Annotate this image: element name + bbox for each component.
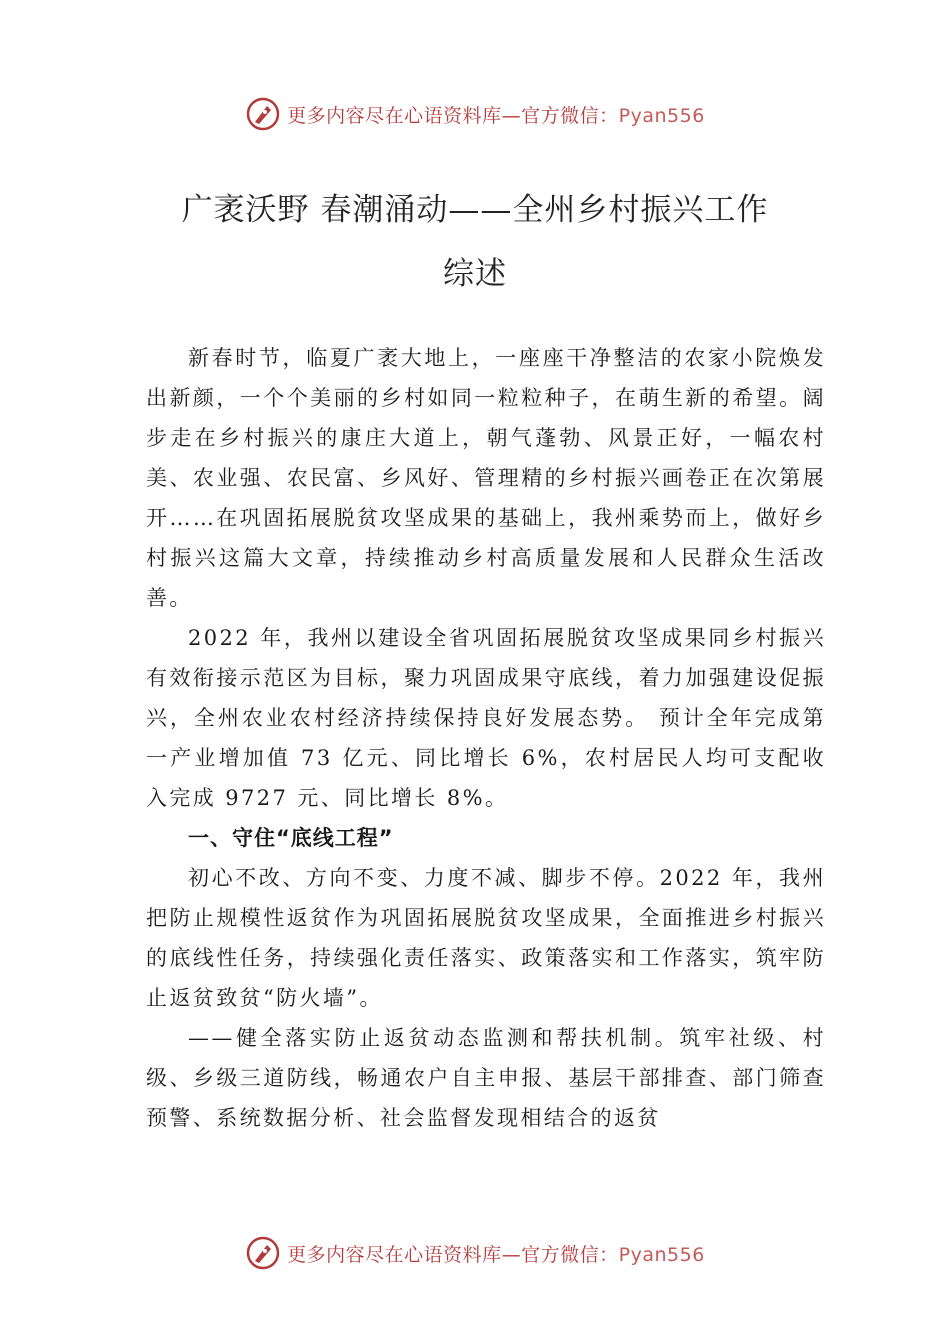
watermark-text: 更多内容尽在心语资料库—官方微信：Pyan556 — [287, 104, 705, 127]
wechat-id: Pyan556 — [618, 104, 705, 127]
title-line-2: 综述 — [443, 256, 507, 292]
pen-nib-logo-icon — [245, 1235, 281, 1271]
section-paragraph: 初心不改、方向不变、力度不减、脚步不停。2022 年，我州把防止规模性返贫作为巩固拓展脱贫攻坚成果，全面推进乡村振兴的底线性任务，持续强化责任落实、政策落实和工作落实，筑牢防止返贫致贫“防火墙”。 — [146, 866, 826, 1010]
title-line-1: 广袤沃野 春潮涌动——全州乡村振兴工作 — [181, 192, 769, 228]
document-body — [146, 338, 826, 1138]
section-heading: 一、守住“底线工程” — [188, 826, 394, 850]
paragraph-intro: 新春时节，临夏广袤大地上，一座座干净整洁的农家小院焕发出新颜，一个个美丽的乡村如同一粒粒种子，在萌生新的希望。阔步走在乡村振兴的康庄大道上，朝气蓬勃、风景正好，一幅农村美、农业强、农民富、乡风好、管理精的乡村振兴画卷正在次第展开……在巩固拓展脱贫攻坚成果的基础上，我州乘势而上，做好乡村振兴这篇大文章，持续推动乡村高质量发展和人民群众生活改善。 — [146, 346, 826, 610]
watermark-banner-bottom — [0, 1233, 950, 1273]
watermark-text: 更多内容尽在心语资料库—官方微信：Pyan556 — [287, 1243, 705, 1266]
paragraph-2022: 2022 年，我州以建设全省巩固拓展脱贫攻坚成果同乡村振兴有效衔接示范区为目标，聚力巩固成果守底线，着力加强建设促振兴，全州农业农村经济持续保持良好发展态势。 预计全年完成第一产业增加值 73 亿元、同比增长 6%，农村居民人均可支配收入完成 9727 元、同比增长 8%。 — [146, 626, 826, 810]
wechat-id: Pyan556 — [618, 1243, 705, 1266]
section-paragraph: ——健全落实防止返贫动态监测和帮扶机制。筑牢社级、村级、乡级三道防线，畅通农户自主申报、基层干部排查、部门筛查预警、系统数据分析、社会监督发现相结合的返贫 — [146, 1026, 826, 1130]
document-title — [0, 178, 950, 306]
pen-nib-logo-icon — [245, 96, 281, 132]
watermark-banner-top — [0, 94, 950, 134]
